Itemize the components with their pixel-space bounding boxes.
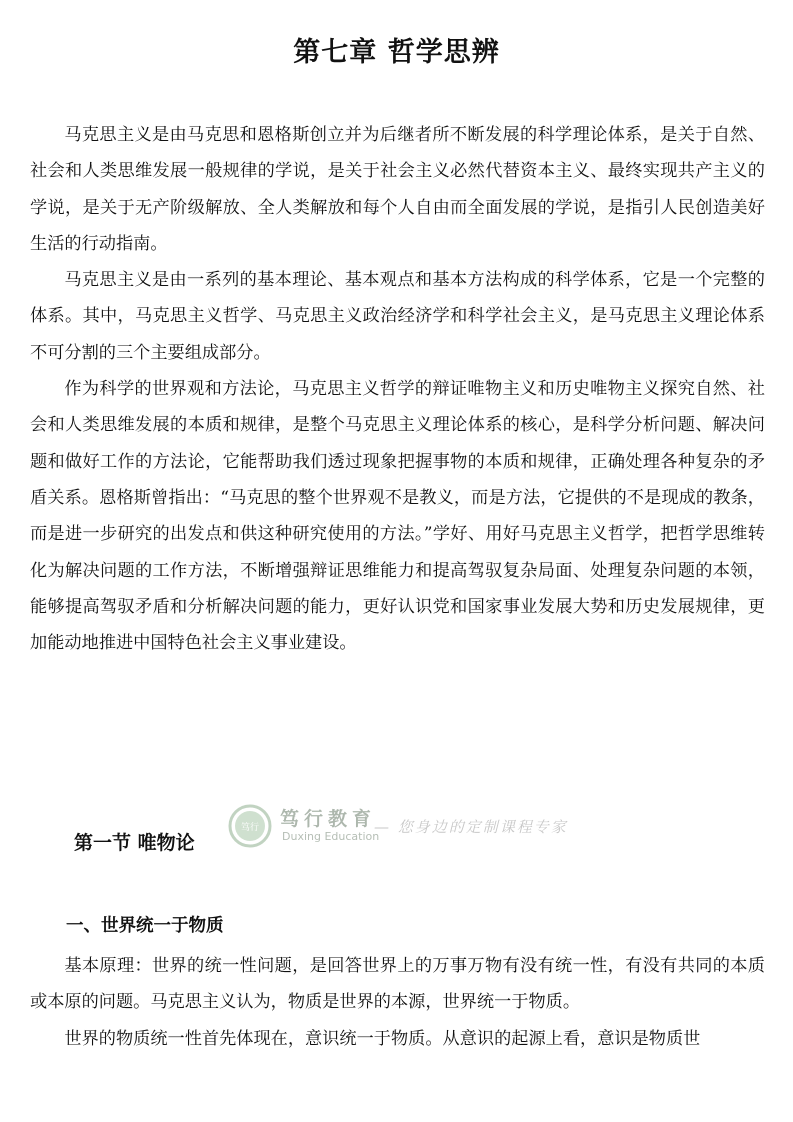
paragraph: 世界的物质统一性首先体现在，意识统一于物质。从意识的起源上看，意识是物质世	[64, 1028, 701, 1049]
paragraph: 作为科学的世界观和方法论，马克思主义哲学的辩证唯物主义和历史唯物主义探究自然、社会和人类思维发展的本质和规律，是整个马克思主义理论体系的核心，是科学分析问题、解决问题和做好工作的方法论，它能帮助我们透过现象把握事物的本质和规律，正确处理各种复杂的矛盾关系。恩格斯曾指出：“马克思的整个世界观不是教义，而是方法，它提供的不是现成的教条，而是进一步研究的出发点和供这种研究使用的方法。”学好、用好马克思主义哲学，把哲学思维转化为解决问题的工作方法，不断增强辩证思维能力和提高驾驭复杂局面、处理复杂问题的本领，能够提高驾驭矛盾和分析解决问题的能力，更好认识党和国家事业发展大势和历史发展规律，更加能动地推进中国特色社会主义事业建设。	[30, 379, 765, 654]
subsection-text	[30, 948, 765, 1057]
watermark-logo-icon	[228, 804, 272, 848]
paragraph: 马克思主义是由一系列的基本理论、基本观点和基本方法构成的科学体系，它是一个完整的体系。其中，马克思主义哲学、马克思主义政治经济学和科学社会主义，是马克思主义理论体系不可分割的三个主要组成部分。	[30, 270, 765, 363]
intro-text	[30, 117, 765, 661]
watermark	[226, 800, 586, 852]
watermark-name-en: Duxing Education	[282, 830, 380, 843]
watermark-slogan: — 您身边的定制课程专家	[374, 818, 568, 836]
paragraph: 基本原理：世界的统一性问题，是回答世界上的万事万物有没有统一性，有没有共同的本质或本原的问题。马克思主义认为，物质是世界的本源，世界统一于物质。	[30, 956, 765, 1013]
chapter-title: 第七章 哲学思辨	[293, 37, 500, 68]
watermark-logo-text: 笃行	[240, 823, 260, 833]
watermark-name: 笃行教育	[280, 808, 377, 830]
section-title: 第一节 唯物论	[74, 832, 195, 854]
paragraph: 马克思主义是由马克思和恩格斯创立并为后继者所不断发展的科学理论体系，是关于自然、社会和人类思维发展一般规律的学说，是关于社会主义必然代替资本主义、最终实现共产主义的学说，是关于无产阶级解放、全人类解放和每个人自由而全面发展的学说，是指引人民创造美好生活的行动指南。	[30, 125, 765, 254]
subsection-title: 一、世界统一于物质	[66, 916, 224, 936]
